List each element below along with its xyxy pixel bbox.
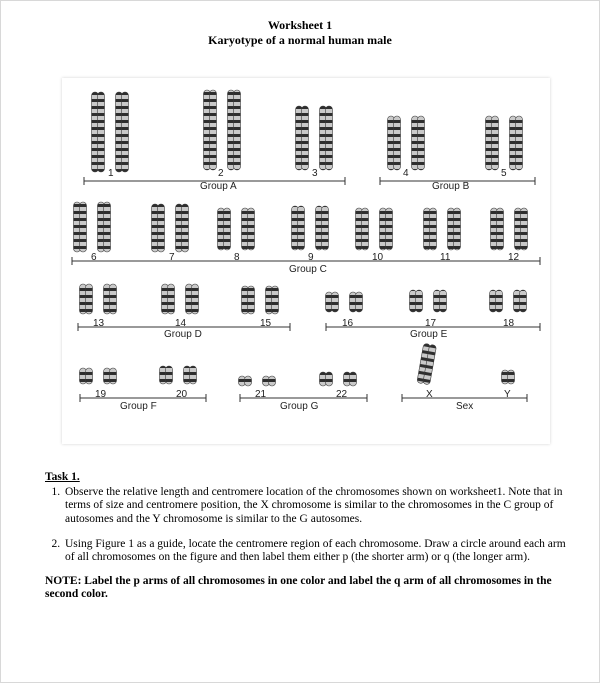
label-chr-x: X — [426, 389, 433, 400]
chr-7-chromosome — [176, 204, 189, 252]
chr-2-chromosome — [228, 90, 241, 170]
label-chr-21: 21 — [255, 389, 267, 400]
chr-y-chromosome — [502, 370, 515, 384]
chr-9-chromosome — [292, 206, 305, 250]
chr-4-chromosome — [412, 116, 425, 170]
chr-4-chromosome — [388, 116, 401, 170]
chr-16-chromosome — [326, 292, 339, 312]
chr-14-chromosome — [186, 284, 199, 314]
label-chr-5: 5 — [501, 168, 507, 179]
row3-group-lines — [78, 323, 540, 331]
chr-15-chromosome — [266, 286, 279, 314]
chr-18-chromosome — [514, 290, 527, 312]
chr-5-pair — [486, 116, 523, 170]
label-group-g: Group G — [280, 401, 319, 412]
label-chr-19: 19 — [95, 389, 107, 400]
chr-9-chromosome — [316, 206, 329, 250]
label-chr-17: 17 — [425, 318, 437, 329]
chr-18-pair — [490, 290, 527, 312]
label-chr-8: 8 — [234, 252, 240, 263]
label-group-a: Group A — [200, 181, 237, 192]
chr-20-chromosome — [184, 366, 197, 384]
chr-8-pair — [218, 208, 255, 250]
chr-19-chromosome — [80, 368, 93, 384]
chr-20-chromosome — [160, 366, 173, 384]
chr-21-chromosome — [239, 376, 252, 386]
label-chr-1: 1 — [108, 168, 114, 179]
task-item-1: 1. Observe the relative length and centromere location of the chromosomes shown on worksheet1. Note that in terms of size and centromere position, the X chromosome is similar to the chromosomes in the C group of autosomes and the Y chromosome is similar to the G autosomes. — [63, 486, 575, 526]
label-chr-16: 16 — [342, 318, 354, 329]
chr-13-chromosome — [80, 284, 93, 314]
label-group-d: Group D — [164, 329, 202, 340]
chr-7-pair — [152, 204, 189, 252]
task-heading: Task 1. — [45, 471, 80, 483]
chr-14-pair — [162, 284, 199, 314]
chr-21-chromosome — [263, 376, 276, 386]
chr-18-chromosome — [490, 290, 503, 312]
chr-12-pair — [491, 208, 528, 250]
karyotype-svg — [62, 78, 550, 444]
label-group-f: Group F — [120, 401, 157, 412]
label-chr-3: 3 — [312, 168, 318, 179]
label-chr-18: 18 — [503, 318, 515, 329]
worksheet-title: Worksheet 1 — [267, 18, 333, 32]
chr-1-chromosome — [92, 92, 105, 172]
task-item-2: 2. Using Figure 1 as a guide, locate the centromere region of each chromosome. Draw a circle around each arm of all chromosomes on the figure and then label them either p (the shorter arm) or q (the longer arm). — [63, 538, 575, 564]
chr-10-pair — [356, 208, 393, 250]
chr-x-chromosome — [417, 343, 437, 385]
chr-22-chromosome — [320, 372, 333, 386]
task-list — [45, 486, 575, 564]
label-chr-9: 9 — [308, 252, 314, 263]
chr-13-pair — [80, 284, 117, 314]
chr-6-chromosome — [74, 202, 87, 252]
chr-22-chromosome — [344, 372, 357, 386]
label-sex: Sex — [456, 401, 474, 412]
chr-2-pair — [204, 90, 241, 170]
chr-8-chromosome — [242, 208, 255, 250]
chr-5-chromosome — [510, 116, 523, 170]
label-chr-14: 14 — [175, 318, 187, 329]
chr-21-pair — [239, 376, 276, 386]
chr-19-pair — [80, 368, 117, 384]
chr-7-chromosome — [152, 204, 165, 252]
label-chr-20: 20 — [176, 389, 188, 400]
chr-2-chromosome — [204, 90, 217, 170]
label-chr-4: 4 — [403, 168, 409, 179]
chr-6-chromosome — [98, 202, 111, 252]
chr-15-pair — [242, 286, 279, 314]
chr-11-chromosome — [448, 208, 461, 250]
chr-11-chromosome — [424, 208, 437, 250]
chr-3-chromosome — [296, 106, 309, 170]
label-group-c: Group C — [289, 264, 327, 275]
label-chr-11: 11 — [440, 252, 451, 263]
chr-17-chromosome — [434, 290, 447, 312]
chr-6-pair — [74, 202, 111, 252]
chr-16-chromosome — [350, 292, 363, 312]
chr-10-chromosome — [380, 208, 393, 250]
chr-14-chromosome — [162, 284, 175, 314]
chr-20-pair — [160, 366, 197, 384]
chr-12-chromosome — [515, 208, 528, 250]
label-chr-10: 10 — [372, 252, 384, 263]
label-chr-2: 2 — [218, 168, 224, 179]
chr-1-chromosome — [116, 92, 129, 172]
chr-22-pair — [320, 372, 357, 386]
label-chr-15: 15 — [260, 318, 272, 329]
chr-15-chromosome — [242, 286, 255, 314]
label-chr-13: 13 — [93, 318, 105, 329]
label-chr-22: 22 — [336, 389, 348, 400]
chr-3-pair — [296, 106, 333, 170]
label-group-e: Group E — [410, 329, 448, 340]
chromosome-layer — [74, 90, 528, 386]
chr-17-pair — [410, 290, 447, 312]
chr-4-pair — [388, 116, 425, 170]
chr-13-chromosome — [104, 284, 117, 314]
label-chr-12: 12 — [508, 252, 520, 263]
task-section — [45, 471, 575, 602]
chr-10-chromosome — [356, 208, 369, 250]
label-chr-7: 7 — [169, 252, 175, 263]
label-chr-6: 6 — [91, 252, 97, 263]
karyotype-figure — [62, 78, 550, 444]
chr-17-chromosome — [410, 290, 423, 312]
chr-11-pair — [424, 208, 461, 250]
chr-1-pair — [92, 92, 129, 172]
chr-19-chromosome — [104, 368, 117, 384]
chr-5-chromosome — [486, 116, 499, 170]
chr-8-chromosome — [218, 208, 231, 250]
chr-3-chromosome — [320, 106, 333, 170]
task-note: NOTE: Label the p arms of all chromosomes in one color and label the q arm of all chromosomes in the second color. — [45, 575, 552, 601]
chr-9-pair — [292, 206, 329, 250]
label-chr-y: Y — [504, 389, 511, 400]
worksheet-subtitle: Karyotype of a normal human male — [208, 33, 392, 47]
chr-12-chromosome — [491, 208, 504, 250]
label-group-b: Group B — [432, 181, 470, 192]
chr-16-pair — [326, 292, 363, 312]
